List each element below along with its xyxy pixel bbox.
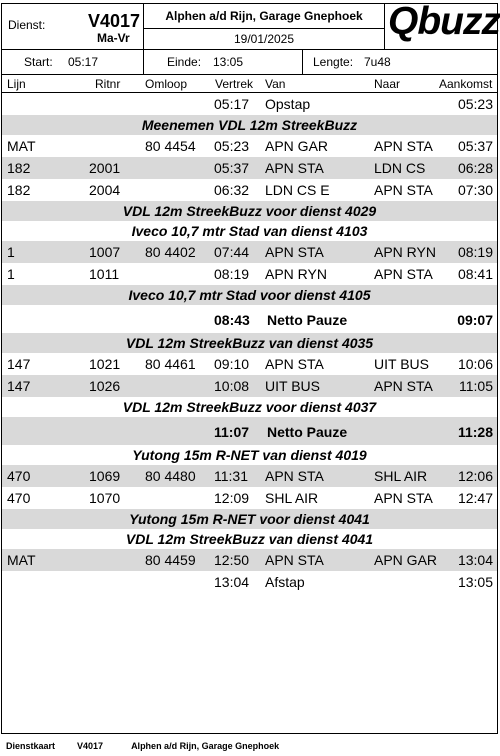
footer-garage: Alphen a/d Rijn, Garage Gnephoek <box>131 741 280 751</box>
cell-lijn: 147 <box>7 356 31 372</box>
cell-omloop: 80 4454 <box>145 138 196 154</box>
cell-vertrek: 10:08 <box>214 378 250 394</box>
cell-vertrek: 07:44 <box>214 244 250 260</box>
cell-lijn: 182 <box>7 182 31 198</box>
cell-ritnr: 2001 <box>89 160 121 176</box>
cell-van: APN STA <box>265 356 324 372</box>
cell-vertrek: 11:07 <box>214 424 250 440</box>
col-lijn: Lijn <box>7 77 26 91</box>
cell-aankomst: 11:05 <box>459 378 493 394</box>
cell-ritnr: 1026 <box>89 378 121 394</box>
cell-omloop: 80 4480 <box>145 468 196 484</box>
trip-row <box>2 135 497 157</box>
footer-dienst: V4017 <box>77 741 104 751</box>
cell-van: APN GAR <box>265 138 329 154</box>
cell-vertrek: 12:50 <box>214 552 250 568</box>
trip-row <box>2 157 497 179</box>
cell-van: LDN CS E <box>265 182 330 198</box>
cell-van: APN STA <box>265 468 324 484</box>
cell-aankomst: 07:30 <box>457 182 493 198</box>
trip-row <box>2 179 497 201</box>
cell-ritnr: 1021 <box>89 356 121 372</box>
cell-vertrek: 09:10 <box>214 356 250 372</box>
trip-row <box>2 465 497 487</box>
cell-vertrek: 05:17 <box>214 96 250 112</box>
cell-van: APN STA <box>265 552 324 568</box>
cell-lijn: 182 <box>7 160 31 176</box>
cell-aankomst: 12:47 <box>457 490 493 506</box>
cell-naar: APN STA <box>374 138 433 154</box>
cell-aankomst: 05:23 <box>457 96 493 112</box>
cell-aankomst: 13:05 <box>457 574 493 590</box>
cell-vertrek: 08:19 <box>214 266 250 282</box>
trip-row <box>2 241 497 263</box>
einde-label: Einde: <box>167 55 202 69</box>
footer-label: Dienstkaart <box>6 741 56 751</box>
garage-name: Alphen a/d Rijn, Garage Gnephoek <box>144 4 384 29</box>
cell-van: SHL AIR <box>265 490 319 506</box>
cell-van: Opstap <box>265 96 311 112</box>
section-header: Iveco 10,7 mtr Stad voor dienst 4105 <box>2 285 497 305</box>
pause-row <box>2 417 497 445</box>
cell-aankomst: 08:41 <box>457 266 493 282</box>
cell-lijn: 470 <box>7 468 31 484</box>
cell-aankomst: 05:37 <box>457 138 493 154</box>
divider <box>302 50 303 74</box>
cell-van: Netto Pauze <box>267 312 348 328</box>
divider <box>143 50 144 74</box>
pause-row <box>2 305 497 333</box>
cell-vertrek: 05:23 <box>214 138 250 154</box>
trip-row <box>2 375 497 397</box>
cell-van: APN STA <box>265 244 324 260</box>
cell-vertrek: 05:37 <box>214 160 250 176</box>
cell-van: APN RYN <box>265 266 327 282</box>
start-value: 05:17 <box>68 55 99 69</box>
cell-lijn: 147 <box>7 378 31 394</box>
section-header: Iveco 10,7 mtr Stad van dienst 4103 <box>2 221 497 241</box>
lengte-label: Lengte: <box>313 55 354 69</box>
trip-row <box>2 353 497 375</box>
cell-aankomst: 10:06 <box>457 356 493 372</box>
cell-naar: APN RYN <box>374 244 436 260</box>
cell-naar: LDN CS <box>374 160 426 176</box>
col-vertrek: Vertrek <box>215 77 254 91</box>
dienst-label: Dienst: <box>8 18 46 32</box>
cell-van: APN STA <box>265 160 324 176</box>
cell-aankomst: 06:28 <box>457 160 493 176</box>
cell-aankomst: 12:06 <box>457 468 493 484</box>
section-header: VDL 12m StreekBuzz voor dienst 4037 <box>2 397 497 417</box>
cell-ritnr: 1011 <box>89 266 120 282</box>
header-top <box>2 0 500 50</box>
qbuzz-logo: Qbuzz <box>388 0 500 43</box>
cell-vertrek: 06:32 <box>214 182 250 198</box>
cell-vertrek: 13:04 <box>214 574 250 590</box>
cell-lijn: MAT <box>7 138 36 154</box>
cell-van: UIT BUS <box>265 378 320 394</box>
cell-aankomst: 09:07 <box>457 312 493 328</box>
section-header: VDL 12m StreekBuzz van dienst 4035 <box>2 333 497 353</box>
date: 19/01/2025 <box>233 32 295 46</box>
cell-ritnr: 1007 <box>89 244 121 260</box>
cell-aankomst: 13:04 <box>457 552 493 568</box>
cell-naar: APN STA <box>374 182 433 198</box>
dienstkaart <box>1 0 500 734</box>
lengte-value: 7u48 <box>364 55 391 69</box>
cell-vertrek: 12:09 <box>214 490 250 506</box>
cell-omloop: 80 4461 <box>145 356 196 372</box>
col-ritnr: Ritnr <box>95 77 121 91</box>
cell-van: Netto Pauze <box>267 424 348 440</box>
cell-aankomst: 08:19 <box>457 244 493 260</box>
einde-value: 13:05 <box>213 55 244 69</box>
cell-omloop: 80 4459 <box>145 552 196 568</box>
cell-ritnr: 1070 <box>89 490 121 506</box>
cell-naar: APN STA <box>374 266 433 282</box>
cell-naar: APN STA <box>374 490 433 506</box>
footer <box>6 741 301 751</box>
trip-row <box>2 263 497 285</box>
start-label: Start: <box>24 55 53 69</box>
trip-row <box>2 549 497 571</box>
divider <box>384 4 385 49</box>
column-headers <box>2 75 497 93</box>
col-omloop: Omloop <box>145 77 188 91</box>
cell-omloop: 80 4402 <box>145 244 196 260</box>
cell-lijn: MAT <box>7 552 36 568</box>
cell-naar: APN STA <box>374 378 433 394</box>
cell-naar: APN GAR <box>374 552 438 568</box>
col-naar: Naar <box>374 77 401 91</box>
cell-vertrek: 11:31 <box>214 468 248 484</box>
col-aankomst: Aankomst <box>439 77 493 91</box>
header-times <box>2 50 497 75</box>
cell-aankomst: 11:28 <box>457 424 493 440</box>
cell-van: Afstap <box>265 574 305 590</box>
cell-ritnr: 2004 <box>89 182 121 198</box>
dienst-days: Ma-Vr <box>97 31 130 45</box>
section-header: VDL 12m StreekBuzz voor dienst 4029 <box>2 201 497 221</box>
cell-vertrek: 08:43 <box>214 312 250 328</box>
schedule-table <box>2 93 497 593</box>
cell-lijn: 470 <box>7 490 31 506</box>
cell-naar: UIT BUS <box>374 356 429 372</box>
dienst-number: V4017 <box>88 11 141 31</box>
col-van: Van <box>265 77 286 91</box>
section-header: Yutong 15m R-NET van dienst 4019 <box>2 445 497 465</box>
trip-row <box>2 571 497 593</box>
cell-lijn: 1 <box>7 244 15 260</box>
section-header: VDL 12m StreekBuzz van dienst 4041 <box>2 529 497 549</box>
cell-lijn: 1 <box>7 266 15 282</box>
trip-row <box>2 93 497 115</box>
cell-naar: SHL AIR <box>374 468 428 484</box>
section-header: Meenemen VDL 12m StreekBuzz <box>2 115 497 135</box>
section-header: Yutong 15m R-NET voor dienst 4041 <box>2 509 497 529</box>
trip-row <box>2 487 497 509</box>
cell-ritnr: 1069 <box>89 468 121 484</box>
